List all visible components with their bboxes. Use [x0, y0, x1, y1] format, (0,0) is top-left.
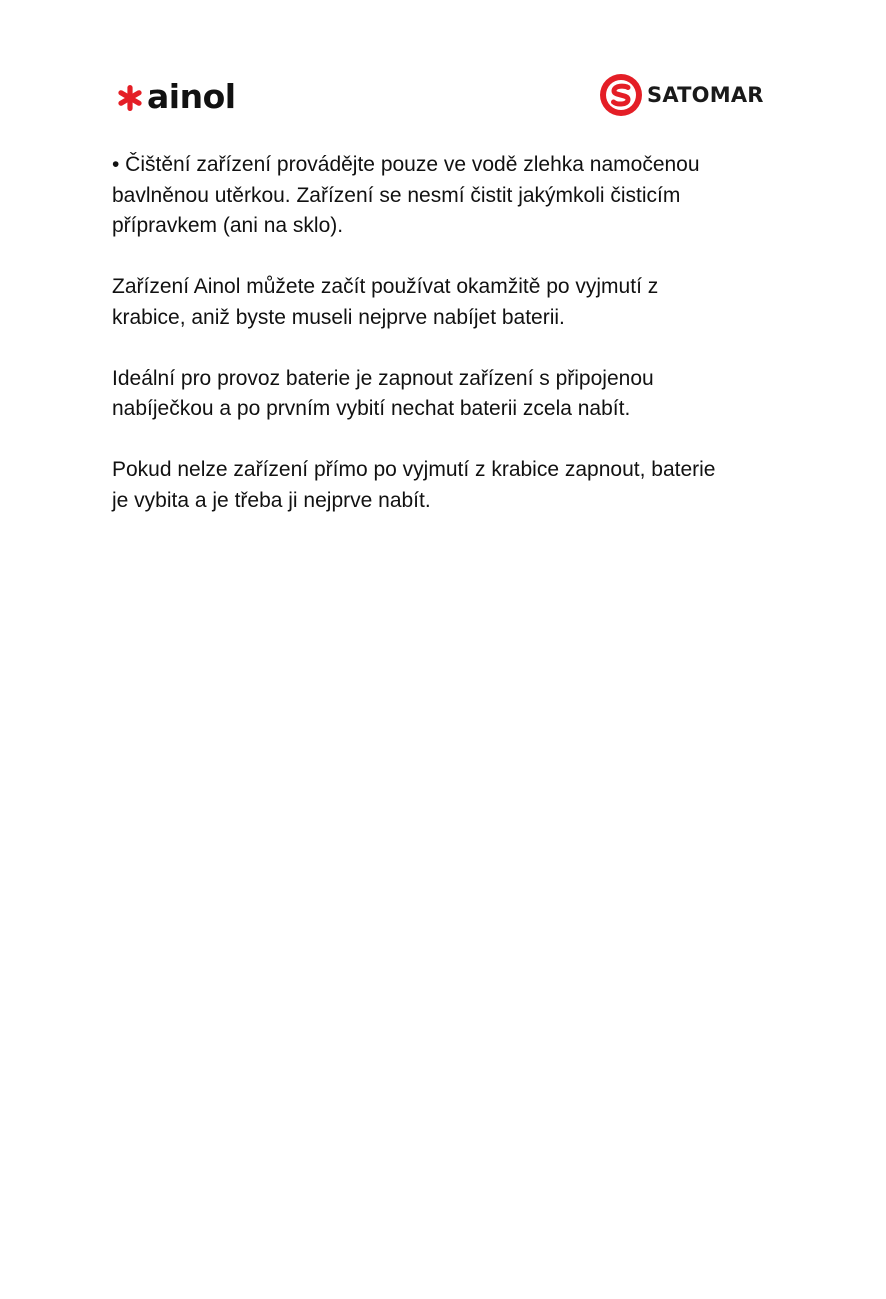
satomar-logo-text: SATOMAR: [647, 82, 764, 107]
text-line: • Čištění zařízení provádějte pouze ve vodě zlehka namočenou: [112, 153, 700, 176]
text-line: Zařízení Ainol můžete začít používat okamžitě po vyjmutí z: [112, 275, 659, 298]
paragraph-battery-empty: [112, 455, 792, 516]
ainol-logo: [116, 78, 236, 118]
satomar-logo: [599, 72, 764, 118]
paragraph-cleaning: [112, 150, 792, 242]
text-line: bavlněnou utěrkou. Zařízení se nesmí čistit jakýmkoli čisticím: [112, 183, 681, 207]
text-line: je vybita a je třeba ji nejprve nabít.: [112, 488, 431, 512]
text-line: Pokud nelze zařízení přímo po vyjmutí z krabice zapnout, baterie: [112, 458, 716, 481]
document-body: [112, 150, 792, 547]
asterisk-icon: [116, 84, 144, 112]
text-line: nabíječkou a po prvním vybití nechat baterii zcela nabít.: [112, 397, 631, 420]
paragraph-first-use: [112, 272, 792, 333]
text-line: Ideální pro provoz baterie je zapnout zařízení s připojenou: [112, 366, 654, 390]
s-circle-icon: [599, 73, 643, 117]
ainol-logo-text: ainol: [147, 76, 236, 116]
text-line: krabice, aniž byste museli nejprve nabíjet baterii.: [112, 305, 565, 329]
paragraph-battery-ideal: [112, 364, 792, 425]
text-line: přípravkem (ani na sklo).: [112, 214, 344, 237]
